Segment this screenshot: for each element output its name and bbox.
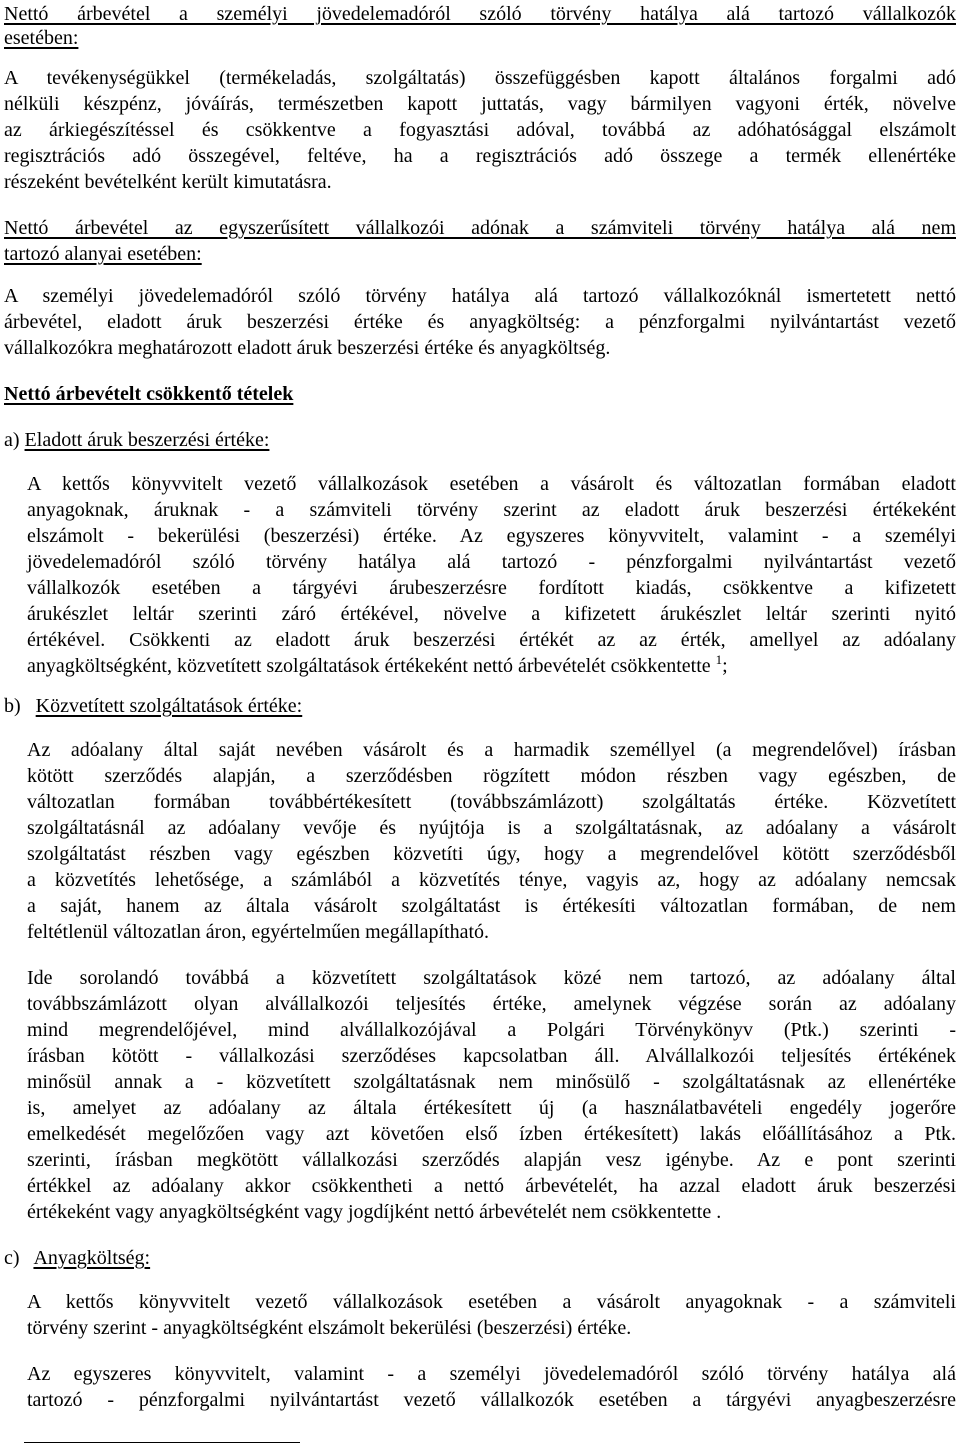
item-b-heading bbox=[4, 694, 302, 718]
paragraph-line: regisztrációs adó összegével, feltéve, ha a regisztrációs adó összege a termék ellenértéke bbox=[4, 145, 956, 167]
footnote-separator bbox=[24, 1442, 300, 1443]
item-c-heading bbox=[4, 1246, 150, 1270]
paragraph-line: a közvetítés lehetősége, a számlából a közvetítés ténye, vagyis az, hogy az adóalany nemcsak bbox=[27, 869, 956, 891]
paragraph-line: Az adóalany által saját nevében vásárolt és a harmadik személlyel (a megrendelővel) írásban bbox=[27, 739, 956, 761]
item-marker: a) bbox=[4, 429, 20, 451]
paragraph-line: feltétlenül változatlan áron, egyértelműen megállapítható. bbox=[27, 921, 490, 943]
paragraph-line-with-footnote bbox=[27, 654, 956, 678]
paragraph-line: változatlan formában továbbértékesített (továbbszámlázott) szolgáltatás értéke. Közvetített bbox=[27, 791, 956, 813]
paragraph-line: a saját, hanem az általa vásárolt szolgáltatást is értékesíti változatlan formában, de nem bbox=[27, 895, 956, 917]
bold-section-heading: Nettó árbevételt csökkentő tételek bbox=[4, 383, 294, 405]
item-title: Anyagköltség: bbox=[33, 1247, 151, 1269]
item-marker: b) bbox=[4, 695, 21, 717]
paragraph-text: anyagköltségként, közvetített szolgáltatások értékeként nettó árbevételét csökkentette bbox=[27, 655, 711, 677]
item-marker: c) bbox=[4, 1247, 20, 1269]
paragraph-line: anyagoknak, áruknak - a számviteli törvény szerint az eladott áruk beszerzési értékeként bbox=[27, 499, 956, 521]
paragraph-line: tartozó - pénzforgalmi nyilvántartást vezető vállalkozók esetében a tárgyévi anyagbeszerzésre bbox=[27, 1389, 956, 1411]
paragraph-line: Ide sorolandó továbbá a közvetített szolgáltatások közé nem tartozó, az adóalany által bbox=[27, 967, 956, 989]
item-title: Eladott áruk beszerzési értéke: bbox=[24, 429, 270, 451]
paragraph-line: emelkedését megelőzően vagy azt követően első ízben értékesített) lakás előállításához a Ptk. bbox=[27, 1123, 956, 1145]
paragraph-line: értékeként vagy anyagköltségként vagy jogdíjként nettó árbevételét nem csökkentette . bbox=[27, 1201, 722, 1223]
paragraph-line: is, amelyet az adóalany az általa értékesített új (a használatbavételi engedély jogerőre bbox=[27, 1097, 956, 1119]
paragraph-line: vállalkozókra meghatározott eladott áruk beszerzési értéke és anyagköltség. bbox=[4, 337, 611, 359]
paragraph-line: szolgáltatásnál az adóalany vevője és nyújtója is a szolgáltatásnak, az adóalany a vásárolt bbox=[27, 817, 956, 839]
paragraph-line: árbevétel, eladott áruk beszerzési értéke és anyagköltség: a pénzforgalmi nyilvántartást vezető bbox=[4, 311, 956, 333]
paragraph-line: írásban kötött - vállalkozási szerződéses kapcsolatban áll. Alvállalkozói teljesítés értékének bbox=[27, 1045, 956, 1067]
paragraph-line: nélküli készpénz, jóváírás, természetben kapott juttatás, vagy bármilyen vagyoni érték, növelve bbox=[4, 93, 956, 115]
paragraph-line: részeként bevételként került kimutatásra. bbox=[4, 171, 332, 193]
paragraph-line: A tevékenységükkel (termékeladás, szolgáltatás) összefüggésben kapott általános forgalmi adó bbox=[4, 67, 956, 89]
paragraph-line: értékével. Csökkenti az eladott áruk beszerzési értékét az az érték, amellyel az adóalany bbox=[27, 629, 956, 651]
item-a-heading bbox=[4, 428, 269, 452]
paragraph-line: az árkiegészítéssel és csökkentve a fogyasztási adóval, továbbá az adóhatósággal elszámolt bbox=[4, 119, 956, 141]
section-heading-line: Nettó árbevétel az egyszerűsített vállalkozói adónak a számviteli törvény hatálya alá nem bbox=[4, 217, 956, 239]
paragraph-line: elszámolt - bekerülési (beszerzési) értéke. Az egyszeres könyvvitelt, valamint - a személyi bbox=[27, 525, 956, 547]
punctuation: ; bbox=[722, 655, 728, 677]
paragraph-line: törvény szerint - anyagköltségként elszámolt bekerülési (beszerzési) értéke. bbox=[27, 1317, 632, 1339]
paragraph-line: mind megrendelőjével, mind alvállalkozójával a Polgári Törvénykönyv (Ptk.) szerinti - bbox=[27, 1019, 956, 1041]
footnote-reference[interactable]: 1 bbox=[715, 652, 723, 667]
paragraph-line: továbbszámlázott olyan alvállalkozói teljesítés értéke, amelynek végzése során az adóalany bbox=[27, 993, 956, 1015]
item-title: Közvetített szolgáltatások értéke: bbox=[35, 695, 303, 717]
paragraph-line: A személyi jövedelemadóról szóló törvény hatálya alá tartozó vállalkozóknál ismertetett nettó bbox=[4, 285, 956, 307]
section-heading-line: Nettó árbevétel a személyi jövedelemadóról szóló törvény hatálya alá tartozó vállalkozók bbox=[4, 3, 956, 25]
paragraph-line: A kettős könyvvitelt vezető vállalkozások esetében a vásárolt és változatlan formában eladott bbox=[27, 473, 956, 495]
paragraph-line: Az egyszeres könyvvitelt, valamint - a személyi jövedelemadóról szóló törvény hatálya alá bbox=[27, 1363, 956, 1385]
paragraph-line: vállalkozók esetében a tárgyévi árubeszerzésre fordított kiadás, csökkentve a kifizetett bbox=[27, 577, 956, 599]
paragraph-line: minősül annak a - közvetített szolgáltatásnak nem minősülő - szolgáltatásnak az ellenértéke bbox=[27, 1071, 956, 1093]
paragraph-line: szolgáltatást részben vagy egészben közvetíti úgy, hogy a megrendelővel kötött szerződésből bbox=[27, 843, 956, 865]
paragraph-line: szerinti, írásban megkötött vállalkozási szerződés alapján vesz igénybe. Az e pont szerinti bbox=[27, 1149, 956, 1171]
paragraph-line: árukészlet leltár szerinti záró értékével, növelve a kifizetett árukészlet leltár szerinti nyitó bbox=[27, 603, 956, 625]
paragraph-line: értékkel az adóalany akkor csökkentheti a nettó árbevételét, ha azzal eladott áruk beszerzési bbox=[27, 1175, 956, 1197]
paragraph-line: A kettős könyvvitelt vezető vállalkozások esetében a vásárolt anyagoknak - a számviteli bbox=[27, 1291, 956, 1313]
section-heading-line: tartozó alanyai esetében: bbox=[4, 243, 202, 265]
paragraph-line: kötött szerződés alapján, a szerződésben rögzített módon részben vagy egészben, de bbox=[27, 765, 956, 787]
section-heading-line: esetében: bbox=[4, 27, 79, 49]
paragraph-line: jövedelemadóról szóló törvény hatálya alá tartozó - pénzforgalmi nyilvántartást vezető bbox=[27, 551, 956, 573]
